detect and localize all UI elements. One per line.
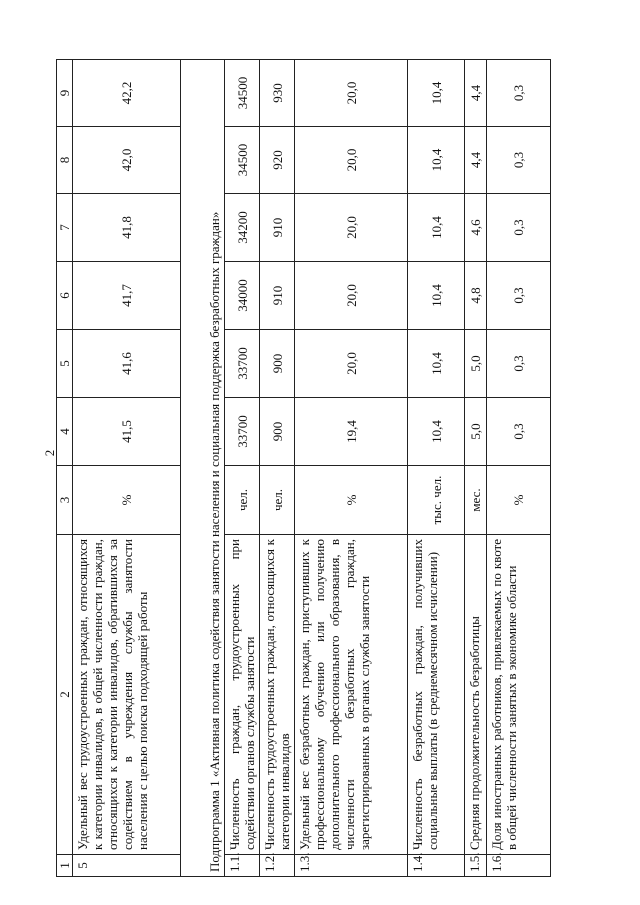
indicator-name: Численность безработных граждан, получивших социальные выплаты (в среднемесячном исчислении) (408, 535, 465, 855)
value-cell: 41,5 (73, 398, 181, 466)
indicator-name: Средняя продолжительность безработицы (465, 535, 487, 855)
value-cell: 20,0 (295, 194, 408, 262)
value-cell: 34500 (225, 127, 260, 194)
indicator-name: Удельный вес безработных граждан, приступивших к профессиональному обучению или получению дополнительного профессионального образования, в численности безработных граждан, зарегистрированных в органах службы занятости (295, 535, 408, 855)
row-number: 1.5. (465, 855, 487, 877)
value-cell: 10,4 (408, 262, 465, 330)
row-number: 5 (73, 855, 181, 877)
value-cell: 10,4 (408, 60, 465, 127)
table-row (295, 60, 408, 877)
indicator-name: Численность трудоустроенных граждан, относящихся к категории инвалидов (260, 535, 295, 855)
value-cell: 0,3 (487, 194, 551, 262)
value-cell: 910 (260, 194, 295, 262)
indicator-name: Численность граждан, трудоустроенных при содействии органов службы занятости (225, 535, 260, 855)
unit-cell: % (295, 466, 408, 535)
value-cell: 41,6 (73, 330, 181, 398)
table-row (408, 60, 465, 877)
value-cell: 4,4 (465, 60, 487, 127)
value-cell: 34200 (225, 194, 260, 262)
value-cell: 930 (260, 60, 295, 127)
row-number: 1.3. (295, 855, 408, 877)
rotated-page (56, 60, 612, 877)
value-cell: 20,0 (295, 330, 408, 398)
value-cell: 0,3 (487, 330, 551, 398)
unit-cell: тыс. чел. (408, 466, 465, 535)
value-cell: 0,3 (487, 60, 551, 127)
value-cell: 41,7 (73, 262, 181, 330)
indicator-name: Удельный вес трудоустроенных граждан, относящихся к категории инвалидов, в общей численности граждан, относящихся к категории инвалидов, обратившихся за содействием в учреждения службы занятости населения с целью поиска подходящей работы (73, 535, 181, 855)
value-cell: 900 (260, 330, 295, 398)
unit-cell: % (73, 466, 181, 535)
indicator-name: Доля иностранных работников, привлекаемых по квоте в общей численности занятых в экономике области (487, 535, 551, 855)
value-cell: 41,8 (73, 194, 181, 262)
table-body (57, 60, 551, 877)
section-row (181, 60, 225, 877)
table-row (465, 60, 487, 877)
row-number: 1.1. (225, 855, 260, 877)
value-cell: 20,0 (295, 127, 408, 194)
value-cell: 5,0 (465, 330, 487, 398)
header-cell: 7 (57, 194, 73, 262)
value-cell: 5,0 (465, 398, 487, 466)
table-row (260, 60, 295, 877)
value-cell: 19,4 (295, 398, 408, 466)
value-cell: 34500 (225, 60, 260, 127)
table-row (487, 60, 551, 877)
value-cell: 33700 (225, 330, 260, 398)
header-cell: 4 (57, 398, 73, 466)
value-cell: 20,0 (295, 60, 408, 127)
value-cell: 20,0 (295, 262, 408, 330)
header-cell: 5 (57, 330, 73, 398)
value-cell: 34000 (225, 262, 260, 330)
unit-cell: мес. (465, 466, 487, 535)
value-cell: 920 (260, 127, 295, 194)
row-number: 1.6. (487, 855, 551, 877)
value-cell: 900 (260, 398, 295, 466)
value-cell: 10,4 (408, 330, 465, 398)
indicators-table (56, 59, 551, 877)
header-cell: 2 (57, 535, 73, 855)
value-cell: 10,4 (408, 127, 465, 194)
row-number: 1.4. (408, 855, 465, 877)
unit-cell: % (487, 466, 551, 535)
value-cell: 10,4 (408, 398, 465, 466)
unit-cell: чел. (260, 466, 295, 535)
value-cell: 4,6 (465, 194, 487, 262)
table-row (225, 60, 260, 877)
header-cell: 8 (57, 127, 73, 194)
header-cell: 1 (57, 855, 73, 877)
value-cell: 42,0 (73, 127, 181, 194)
value-cell: 0,3 (487, 127, 551, 194)
row-number: 1.2. (260, 855, 295, 877)
header-cell: 3 (57, 466, 73, 535)
value-cell: 0,3 (487, 262, 551, 330)
value-cell: 10,4 (408, 194, 465, 262)
section-title: Подпрограмма 1 «Активная политика содействия занятости населения и социальная поддержка безработных граждан» (181, 60, 225, 877)
value-cell: 4,8 (465, 262, 487, 330)
table-row (73, 60, 181, 877)
header-cell: 6 (57, 262, 73, 330)
value-cell: 0,3 (487, 398, 551, 466)
page-number: 2 (42, 449, 57, 457)
value-cell: 42,2 (73, 60, 181, 127)
value-cell: 33700 (225, 398, 260, 466)
value-cell: 4,4 (465, 127, 487, 194)
header-row (57, 60, 73, 877)
header-cell: 9 (57, 60, 73, 127)
value-cell: 910 (260, 262, 295, 330)
unit-cell: чел. (225, 466, 260, 535)
